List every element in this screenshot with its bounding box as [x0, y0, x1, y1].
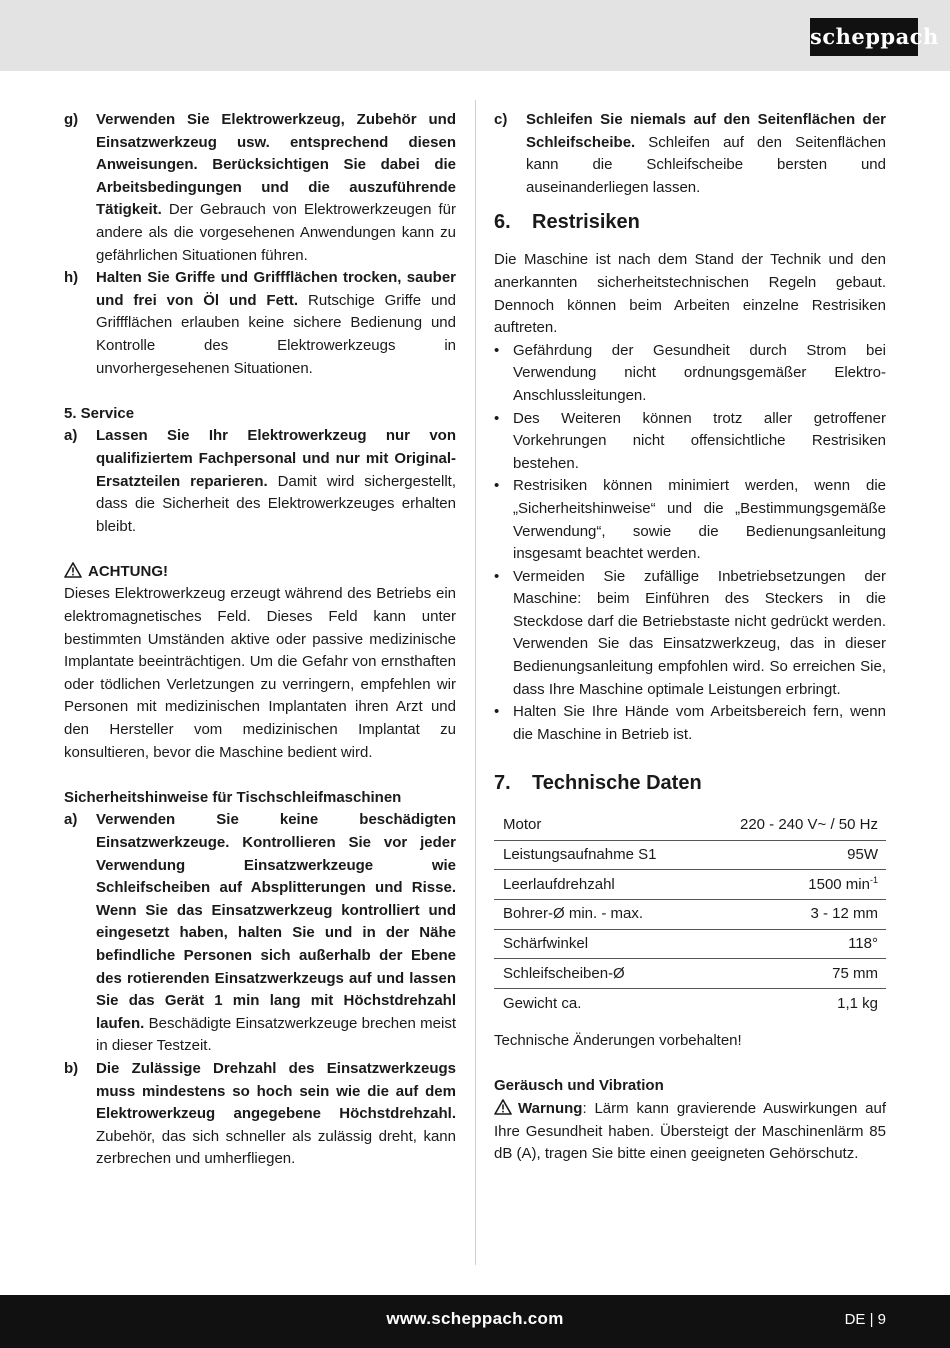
tisch-item-a — [64, 809, 456, 1058]
service-item-a — [64, 425, 456, 538]
list-item: • Vermeiden Sie zufällige Inbetriebsetzungen der Maschine: beim Einführen des Steckers in die Steckdose darf die Betriebstaste nicht gedrückt werden. Verwenden Sie das Einsatzwerkzeug, das in dieser Bedienungsanleitung empfohlen wird. So erreichen Sie, dass Ihre Maschine optimale Leistungen erbringt. — [494, 567, 886, 698]
scheppach-logo: scheppach — [810, 18, 918, 56]
warning-triangle-icon — [64, 562, 82, 578]
item-label: g) — [64, 111, 79, 128]
section-7-heading: 7. Technische Daten — [494, 772, 702, 795]
noise-warning: Warnung: Lärm kann gravierende Auswirkungen auf Ihre Gesundheit haben. Übersteigt der Maschinenlärm 85 dB (A), tragen Sie bitte einen geeigneten Gehörschutz. — [494, 1100, 886, 1163]
table-row: Schärfwinkel 118° — [494, 929, 886, 959]
achtung-heading: ACHTUNG! — [64, 561, 456, 584]
tech-note: Technische Änderungen vorbehalten! — [494, 1032, 742, 1050]
table-row: Schleifscheiben-Ø 75 mm — [494, 959, 886, 989]
right-column — [494, 109, 886, 1166]
page-footer — [0, 1295, 950, 1348]
achtung-text: Dieses Elektrowerkzeug erzeugt während des Betriebs ein elektromagnetisches Feld. Dieses Feld kann unter bestimmten Umständen aktive oder passive medizinische Implantate beeinträchtigen. Um die Gefahr von ernsthaften oder tödlichen Verletzungen zu verringern, empfehlen wir Personen mit medizinischen Implantaten ihren Arzt und den Hersteller vom medizinischen Implantat zu konsultieren, bevor die Maschine bedient wird. — [64, 585, 456, 761]
page-number: DE | 9 — [844, 1311, 886, 1328]
warning-triangle-icon — [494, 1099, 512, 1115]
table-row: Motor 220 - 240 V~ / 50 Hz — [494, 810, 886, 840]
item-text: Halten Sie Griffe und Griffflächen trocken, sauber und frei von Öl und Fett. Rutschige Griffe und Griffflächen erlauben keine sichere Bedienung und Kontrolle des Elektrowerkzeugs in unvorhergesehenen Situationen. — [96, 269, 456, 377]
tischschleif-heading: Sicherheitshinweise für Tischschleifmaschinen — [64, 788, 402, 806]
table-row: Gewicht ca. 1,1 kg — [503, 994, 878, 1012]
item-label: a) — [64, 811, 78, 829]
item-label: h) — [64, 269, 79, 287]
service-heading: 5. Service — [64, 404, 135, 422]
restrisiken-list — [494, 340, 886, 747]
left-column — [64, 109, 456, 1171]
list-item: • Des Weiteren können trotz aller getroffener Vorkehrungen nicht offensichtliche Restrisiken bestehen. — [494, 409, 886, 472]
item-text: Verwenden Sie Elektrowerkzeug, Zubehör und Einsatzwerkzeug usw. entsprechend diesen Anweisungen. Berücksichtigen Sie dabei die Arbeitsbedingungen und die auszuführende Tätigkeit. Der Gebrauch von Elektrowerkzeugen für andere als die vorgesehenen Anwendungen kann zu gefährlichen Situationen führen. — [96, 111, 456, 264]
noise-heading: Geräusch und Vibration — [494, 1077, 664, 1095]
page-header — [0, 0, 950, 71]
instruction-g — [64, 109, 456, 267]
item-text: Die Zulässige Drehzahl des Einsatzwerkzeugs muss mindestens so hoch sein wie die auf dem Elektrowerkzeug angegebene Höchstdrehzahl. Zubehör, das sich schneller als zulässig dreht, kann zerbrechen und umherfliegen. — [96, 1059, 456, 1168]
tisch-item-c — [494, 109, 886, 199]
list-item: • Halten Sie Ihre Hände vom Arbeitsbereich fern, wenn die Maschine in Betrieb ist. — [494, 703, 886, 743]
item-label: c) — [494, 111, 508, 128]
table-row: Bohrer-Ø min. - max. 3 - 12 mm — [494, 900, 886, 930]
item-text: Verwenden Sie keine beschädigten Einsatzwerkzeuge. Kontrollieren Sie vor jeder Verwendung Einsatzwerkzeuge wie Schleifscheiben auf Absplitterungen und Risse. Wenn Sie das Einsatzwerkzeug kontrolliert und eingesetzt haben, halten Sie und in der Nähe befindliche Personen sich außerhalb der Ebene des rotierenden Einsatzwerkzeugs auf und lassen Sie das Gerät 1 min lang mit Höchstdrehzahl laufen. Beschädigte Einsatzwerkzeuge brechen meist in dieser Testzeit. — [96, 811, 456, 1055]
section-6-heading: 6. Restrisiken — [494, 211, 640, 234]
list-item: • Restrisiken können minimiert werden, wenn die „Sicherheitshinweise“ und die „Bestimmungsgemäße Verwendung“, sowie die Bedienungsanleitung insgesamt beachtet werden. — [494, 477, 886, 563]
list-item: • Gefährdung der Gesundheit durch Strom bei Verwendung nicht ordnungsgemäßer Elektro-Anschlussleitungen. — [494, 341, 886, 404]
instruction-h — [64, 267, 456, 380]
spec-table — [494, 810, 886, 1018]
tisch-item-b — [64, 1058, 456, 1171]
column-divider — [475, 100, 476, 1265]
item-text: Schleifen Sie niemals auf den Seitenflächen der Schleifscheibe. Schleifen auf den Seitenflächen kann die Schleifscheibe bersten und auseinanderliegen lassen. — [526, 111, 886, 196]
table-row: Leerlaufdrehzahl 1500 $\min^{-1}$ — [494, 870, 886, 900]
item-label: a) — [64, 427, 78, 445]
restrisiken-intro: Die Maschine ist nach dem Stand der Technik und den anerkannten sicherheitstechnischen Regeln gebaut. Dennoch können beim Arbeiten einzelne Restrisiken auftreten. — [494, 251, 886, 337]
website-link[interactable]: www.scheppach.com — [386, 1309, 564, 1328]
item-text: Lassen Sie Ihr Elektrowerkzeug nur von qualifiziertem Fachpersonal und nur mit Original-Ersatzteilen reparieren. Damit wird sichergestellt, dass die Sicherheit des Elektrowerkzeuges erhalten bleibt. — [96, 427, 456, 535]
table-row: Leistungsaufnahme S1 95W — [494, 840, 886, 870]
item-label: b) — [64, 1059, 79, 1077]
